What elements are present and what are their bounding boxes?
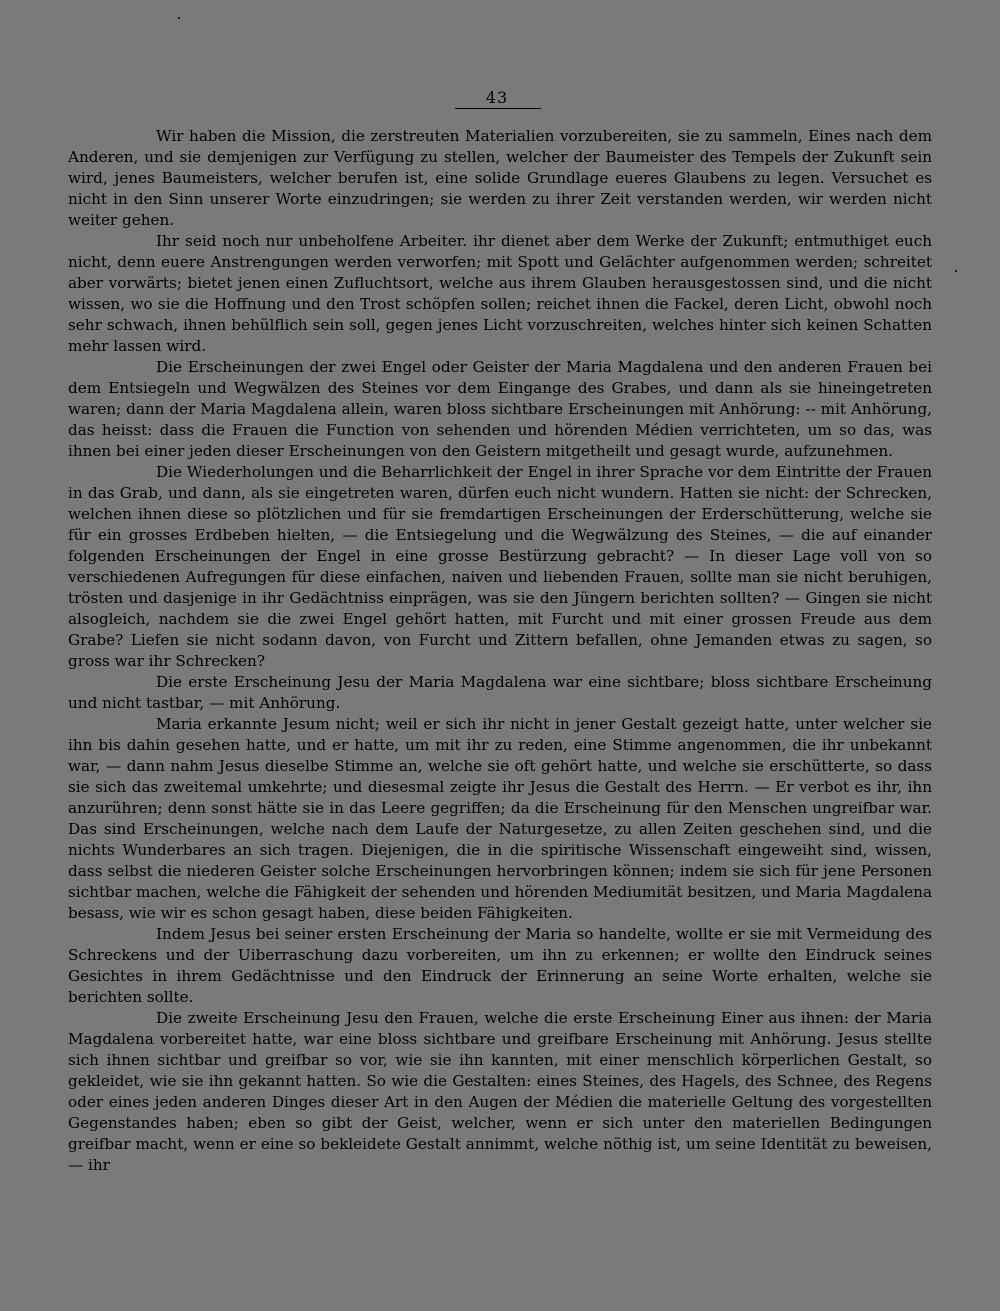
page-number: 43 [485, 88, 509, 107]
paragraph: Die zweite Erscheinung Jesu den Frauen, welche die erste Erscheinung Einer aus ihnen: der Maria Magdalena vorbereitet hatte, war eine bloss sichtbare und greifbare Erscheinung mit Anhörung. Jesus stellte sich ihnen sichtbar und greifbar so vor, wie sie ihn kannten, mit einer menschlich körperlichen Gestalt, so gekleidet, wie sie ihn gekannt hatten. So wie die Gestalten: eines Steines, des Hagels, des Schnee, des Regens oder eines jeden anderen Dinges dieser Art in den Augen der Médien die materielle Geltung des vorgestellten Gegenstandes haben; eben so gibt der Geist, welcher, wenn er sich unter den materiellen Bedingungen greifbar macht, wenn er eine so bekleidete Gestalt annimmt, welche nöthig ist, um seine Identität zu beweisen, — ihr [68, 1009, 932, 1174]
print-speck [955, 270, 957, 272]
paragraph: Wir haben die Mission, die zerstreuten Materialien vorzubereiten, sie zu sammeln, Eines nach dem Anderen, und sie demjenigen zur Verfügung zu stellen, welcher der Baumeister des Tempels der Zukunft sein wird, jenes Baumeisters, welcher berufen ist, eine solide Grundlage eueres Glaubens zu legen. Versuchet es nicht in den Sinn unserer Worte einzudringen; sie werden zu ihrer Zeit verstanden werden, wir werden nicht weiter gehen. [68, 127, 932, 229]
body-text [68, 126, 932, 1176]
paragraph: Die erste Erscheinung Jesu der Maria Magdalena war eine sichtbare; bloss sichtbare Erscheinung und nicht tastbar, — mit Anhörung. [68, 673, 932, 712]
paragraph: Die Wiederholungen und die Beharrlichkeit der Engel in ihrer Sprache vor dem Eintritte der Frauen in das Grab, und dann, als sie eingetreten waren, dürfen euch nicht wundern. Hatten sie nicht: der Schrecken, welchen ihnen diese so plötzlichen und für sie fremdartigen Erscheinungen der Erderschütterung, welche sie für ein grosses Erdbeben hielten, — die Entsiegelung und die Wegwälzung des Steines, — die auf einander folgenden Erscheinungen der Engel in eine grosse Bestürzung gebracht? — In dieser Lage voll von so verschiedenen Aufregungen für diese einfachen, naiven und liebenden Frauen, sollte man sie nicht beruhigen, trösten und dasjenige in ihr Gedächtniss einprägen, was sie den Jüngern berichten sollten? — Gingen sie nicht alsogleich, nachdem sie die zwei Engel gehört hatten, mit Furcht und mit einer grossen Freude aus dem Grabe? Liefen sie nicht sodann davon, von Furcht und Zittern befallen, ohne Jemanden etwas zu sagen, so gross war ihr Schrecken? [68, 463, 932, 670]
print-speck [178, 17, 180, 19]
paragraph: Ihr seid noch nur unbeholfene Arbeiter. ihr dienet aber dem Werke der Zukunft; entmuthiget euch nicht, denn euere Anstrengungen werden verworfen; mit Spott und Gelächter aufgenommen werden; schreitet aber vorwärts; bietet jenen einen Zufluchtsort, welche aus ihrem Glauben herausgestossen sind, und die nicht wissen, wo sie die Hoffnung und den Trost schöpfen sollen; reichet ihnen die Fackel, deren Licht, obwohl noch sehr schwach, ihnen behülflich sein soll, gegen jenes Licht vorzuschreiten, welches hinter sich keinen Schatten mehr lassen wird. [68, 232, 932, 355]
page-number-rule [455, 108, 541, 109]
paragraph: Die Erscheinungen der zwei Engel oder Geister der Maria Magdalena und den anderen Frauen bei dem Entsiegeln und Wegwälzen des Steines vor dem Eingange des Grabes, und dann als sie hineingetreten waren; dann der Maria Magdalena allein, waren bloss sichtbare Erscheinungen mit Anhörung: -- mit Anhörung, das heisst: dass die Frauen die Function von sehenden und hörenden Médien verrichteten, um so das, was ihnen bei einer jeden dieser Erscheinungen von den Geistern mitgetheilt und gesagt wurde, aufzunehmen. [68, 358, 932, 460]
paragraph: Maria erkannte Jesum nicht; weil er sich ihr nicht in jener Gestalt gezeigt hatte, unter welcher sie ihn bis dahin gesehen hatte, und er hatte, um mit ihr zu reden, eine Stimme angenommen, die ihr unbekannt war, — dann nahm Jesus dieselbe Stimme an, welche sie oft gehört hatte, und welche sie erschütterte, so dass sie sich das zweitemal umkehrte; und diesesmal zeigte ihr Jesus die Gestalt des Herrn. — Er verbot es ihr, ihn anzurühren; denn sonst hätte sie in das Leere gegriffen; da die Erscheinung für den Menschen ungreifbar war. Das sind Erscheinungen, welche nach dem Laufe der Naturgesetze, zu allen Zeiten geschehen sind, und die nichts Wunderbares an sich tragen. Diejenigen, die in die spiritische Wissenschaft eingeweiht sind, wissen, dass selbst die niederen Geister solche Erscheinungen hervorbringen können; indem sie sich für jene Personen sichtbar machen, welche die Fähigkeit der sehenden und hörenden Mediumität besitzen, und Maria Magdalena besass, wie wir es schon gesagt haben, diese beiden Fähigkeiten. [68, 715, 932, 922]
paragraph: Indem Jesus bei seiner ersten Erscheinung der Maria so handelte, wollte er sie mit Vermeidung des Schreckens und der Uiberraschung dazu vorbereiten, um ihn zu erkennen; er wollte den Eindruck seines Gesichtes in ihrem Gedächtnisse und den Eindruck der Erinnerung an seine Worte erhalten, welche sie berichten sollte. [68, 925, 932, 1006]
